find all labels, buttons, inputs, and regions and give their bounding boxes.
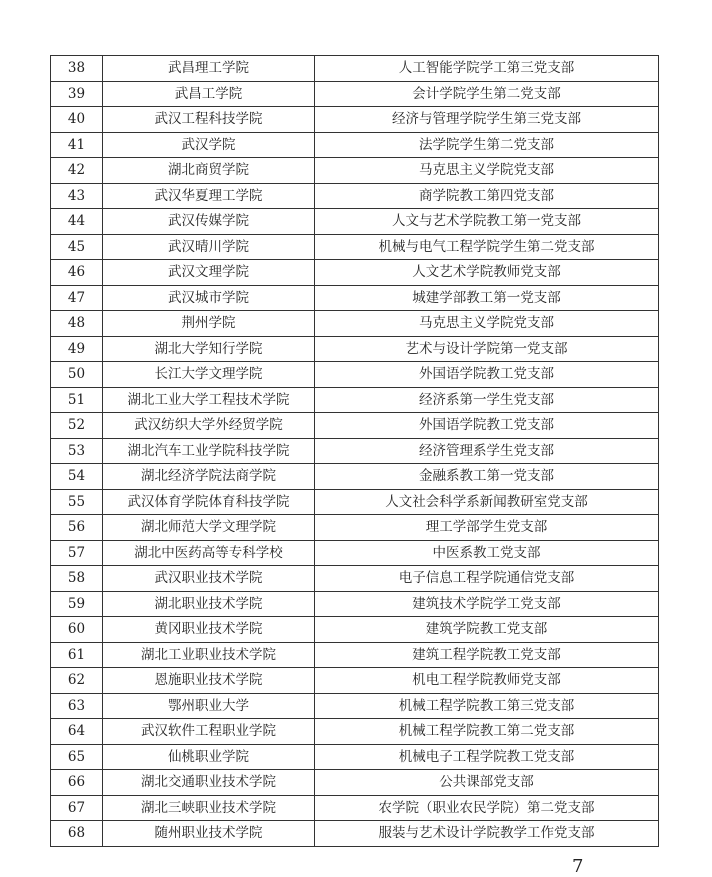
- table-body: [51, 56, 659, 847]
- party-branch-cell: 法学院学生第二党支部: [315, 132, 659, 158]
- school-name-cell: 湖北工业大学工程技术学院: [103, 387, 315, 413]
- table-row: [51, 234, 659, 260]
- row-number-cell: 55: [51, 489, 103, 515]
- table-row: [51, 591, 659, 617]
- table-row: [51, 107, 659, 133]
- row-number-cell: 65: [51, 744, 103, 770]
- party-branch-cell: 马克思主义学院党支部: [315, 311, 659, 337]
- table-row: [51, 617, 659, 643]
- party-branch-cell: 机械与电气工程学院学生第二党支部: [315, 234, 659, 260]
- school-name-cell: 湖北中医药高等专科学校: [103, 540, 315, 566]
- table-row: [51, 81, 659, 107]
- row-number-cell: 43: [51, 183, 103, 209]
- party-branch-cell: 人文艺术学院教师党支部: [315, 260, 659, 286]
- party-branch-cell: 外国语学院教工党支部: [315, 413, 659, 439]
- row-number-cell: 61: [51, 642, 103, 668]
- table-row: [51, 540, 659, 566]
- page-number: 7: [572, 856, 584, 877]
- table-row: [51, 336, 659, 362]
- row-number-cell: 45: [51, 234, 103, 260]
- table-row: [51, 489, 659, 515]
- party-branch-cell: 公共课部党支部: [315, 770, 659, 796]
- school-name-cell: 仙桃职业学院: [103, 744, 315, 770]
- row-number-cell: 60: [51, 617, 103, 643]
- party-branch-cell: 外国语学院教工党支部: [315, 362, 659, 388]
- party-branch-cell: 农学院（职业农民学院）第二党支部: [315, 795, 659, 821]
- row-number-cell: 59: [51, 591, 103, 617]
- school-name-cell: 湖北师范大学文理学院: [103, 515, 315, 541]
- school-name-cell: 武汉工程科技学院: [103, 107, 315, 133]
- school-name-cell: 黄冈职业技术学院: [103, 617, 315, 643]
- party-branch-cell: 机械电子工程学院教工党支部: [315, 744, 659, 770]
- party-branch-cell: 经济管理系学生党支部: [315, 438, 659, 464]
- party-branch-cell: 经济系第一学生党支部: [315, 387, 659, 413]
- row-number-cell: 58: [51, 566, 103, 592]
- row-number-cell: 68: [51, 821, 103, 847]
- party-branch-cell: 马克思主义学院党支部: [315, 158, 659, 184]
- school-name-cell: 武汉传媒学院: [103, 209, 315, 235]
- school-name-cell: 武汉体育学院体育科技学院: [103, 489, 315, 515]
- school-name-cell: 武昌工学院: [103, 81, 315, 107]
- school-name-cell: 武汉华夏理工学院: [103, 183, 315, 209]
- school-name-cell: 武汉软件工程职业学院: [103, 719, 315, 745]
- row-number-cell: 57: [51, 540, 103, 566]
- table-row: [51, 285, 659, 311]
- table-row: [51, 795, 659, 821]
- row-number-cell: 54: [51, 464, 103, 490]
- party-branch-cell: 服装与艺术设计学院教学工作党支部: [315, 821, 659, 847]
- party-branch-cell: 理工学部学生党支部: [315, 515, 659, 541]
- row-number-cell: 52: [51, 413, 103, 439]
- party-branch-cell: 人工智能学院学工第三党支部: [315, 56, 659, 82]
- school-name-cell: 湖北大学知行学院: [103, 336, 315, 362]
- table-row: [51, 209, 659, 235]
- table-row: [51, 311, 659, 337]
- party-branch-cell: 人文社会科学系新闻教研室党支部: [315, 489, 659, 515]
- row-number-cell: 47: [51, 285, 103, 311]
- party-branch-cell: 机械工程学院教工第二党支部: [315, 719, 659, 745]
- party-branch-cell: 建筑学院教工党支部: [315, 617, 659, 643]
- school-name-cell: 恩施职业技术学院: [103, 668, 315, 694]
- table-row: [51, 719, 659, 745]
- party-branch-cell: 电子信息工程学院通信党支部: [315, 566, 659, 592]
- table-row: [51, 413, 659, 439]
- school-name-cell: 随州职业技术学院: [103, 821, 315, 847]
- party-branch-cell: 机械工程学院教工第三党支部: [315, 693, 659, 719]
- table-row: [51, 693, 659, 719]
- row-number-cell: 51: [51, 387, 103, 413]
- row-number-cell: 46: [51, 260, 103, 286]
- table-row: [51, 744, 659, 770]
- school-name-cell: 武汉职业技术学院: [103, 566, 315, 592]
- school-name-cell: 湖北交通职业技术学院: [103, 770, 315, 796]
- table-row: [51, 183, 659, 209]
- row-number-cell: 39: [51, 81, 103, 107]
- party-branch-cell: 建筑工程学院教工党支部: [315, 642, 659, 668]
- table-row: [51, 821, 659, 847]
- school-name-cell: 武昌理工学院: [103, 56, 315, 82]
- table-row: [51, 770, 659, 796]
- row-number-cell: 62: [51, 668, 103, 694]
- row-number-cell: 41: [51, 132, 103, 158]
- row-number-cell: 67: [51, 795, 103, 821]
- party-branch-cell: 中医系教工党支部: [315, 540, 659, 566]
- table-row: [51, 668, 659, 694]
- row-number-cell: 44: [51, 209, 103, 235]
- table-row: [51, 132, 659, 158]
- row-number-cell: 53: [51, 438, 103, 464]
- table-row: [51, 158, 659, 184]
- branch-list-table: [50, 55, 659, 847]
- school-name-cell: 湖北三峡职业技术学院: [103, 795, 315, 821]
- school-name-cell: 武汉晴川学院: [103, 234, 315, 260]
- table-row: [51, 56, 659, 82]
- row-number-cell: 49: [51, 336, 103, 362]
- table-row: [51, 438, 659, 464]
- party-branch-cell: 城建学部教工第一党支部: [315, 285, 659, 311]
- row-number-cell: 42: [51, 158, 103, 184]
- table-row: [51, 515, 659, 541]
- school-name-cell: 湖北职业技术学院: [103, 591, 315, 617]
- row-number-cell: 48: [51, 311, 103, 337]
- row-number-cell: 38: [51, 56, 103, 82]
- party-branch-cell: 会计学院学生第二党支部: [315, 81, 659, 107]
- row-number-cell: 50: [51, 362, 103, 388]
- school-name-cell: 武汉学院: [103, 132, 315, 158]
- school-name-cell: 武汉城市学院: [103, 285, 315, 311]
- party-branch-cell: 人文与艺术学院教工第一党支部: [315, 209, 659, 235]
- party-branch-cell: 艺术与设计学院第一党支部: [315, 336, 659, 362]
- row-number-cell: 40: [51, 107, 103, 133]
- school-name-cell: 鄂州职业大学: [103, 693, 315, 719]
- school-name-cell: 湖北工业职业技术学院: [103, 642, 315, 668]
- row-number-cell: 56: [51, 515, 103, 541]
- school-name-cell: 湖北商贸学院: [103, 158, 315, 184]
- table-row: [51, 362, 659, 388]
- row-number-cell: 66: [51, 770, 103, 796]
- row-number-cell: 63: [51, 693, 103, 719]
- table-row: [51, 566, 659, 592]
- row-number-cell: 64: [51, 719, 103, 745]
- school-name-cell: 荆州学院: [103, 311, 315, 337]
- table-row: [51, 642, 659, 668]
- school-name-cell: 湖北汽车工业学院科技学院: [103, 438, 315, 464]
- table-row: [51, 260, 659, 286]
- school-name-cell: 武汉纺织大学外经贸学院: [103, 413, 315, 439]
- party-branch-cell: 金融系教工第一党支部: [315, 464, 659, 490]
- table-row: [51, 387, 659, 413]
- party-branch-cell: 经济与管理学院学生第三党支部: [315, 107, 659, 133]
- table-row: [51, 464, 659, 490]
- school-name-cell: 武汉文理学院: [103, 260, 315, 286]
- school-name-cell: 湖北经济学院法商学院: [103, 464, 315, 490]
- school-name-cell: 长江大学文理学院: [103, 362, 315, 388]
- party-branch-cell: 建筑技术学院学工党支部: [315, 591, 659, 617]
- party-branch-cell: 商学院教工第四党支部: [315, 183, 659, 209]
- party-branch-cell: 机电工程学院教师党支部: [315, 668, 659, 694]
